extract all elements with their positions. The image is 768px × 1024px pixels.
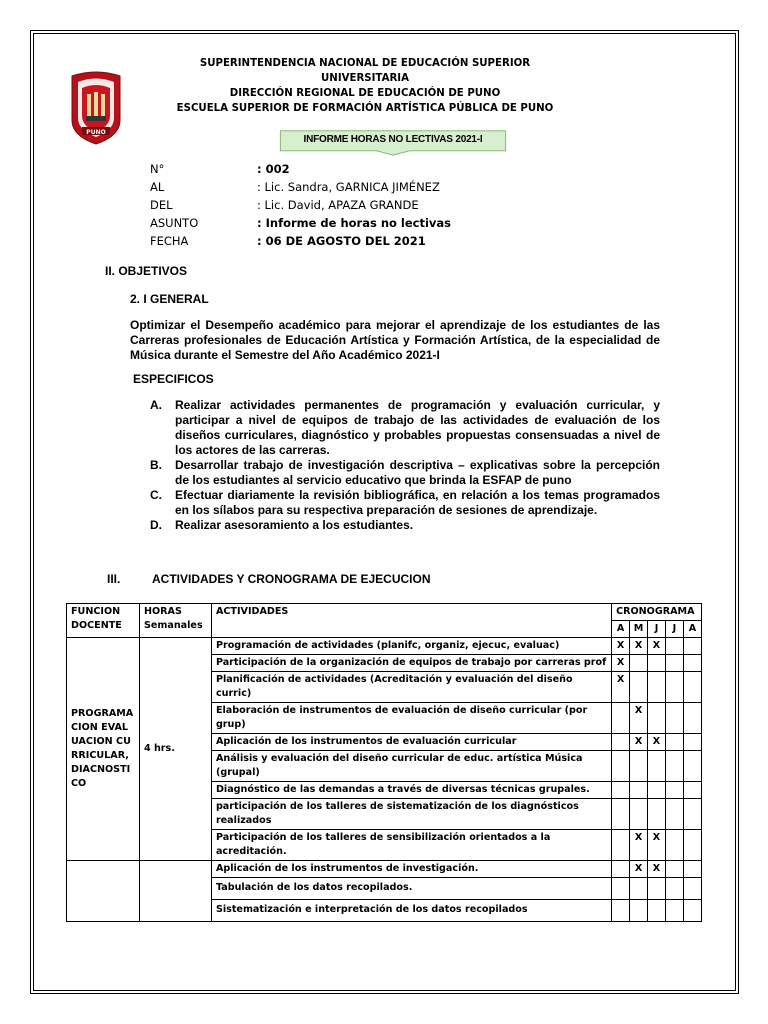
memo-value: : Lic. David, APAZA GRANDE	[257, 198, 419, 212]
activity-cell: Aplicación de los instrumentos de evaluación curricular	[211, 734, 611, 751]
list-marker: D.	[150, 518, 162, 532]
section-heading-actividades: ACTIVIDADES Y CRONOGRAMA DE EJECUCION	[152, 572, 431, 586]
schedule-mark	[683, 734, 701, 751]
schedule-mark	[683, 799, 701, 830]
horas-cell: 4 hrs.	[139, 638, 211, 861]
table-row	[67, 861, 702, 878]
section-number-iii: III.	[107, 572, 121, 586]
activity-cell: Participación de la organización de equipos de trabajo por carreras prof	[211, 655, 611, 672]
section-heading-objetivos: II. OBJETIVOS	[105, 264, 188, 278]
schedule-mark	[665, 751, 683, 782]
schedule-mark: X	[648, 734, 666, 751]
schedule-mark	[665, 672, 683, 703]
schedule-mark: X	[630, 734, 648, 751]
schedule-mark	[665, 900, 683, 922]
schedule-mark	[648, 672, 666, 703]
schedule-mark	[683, 638, 701, 655]
funcion-cell-empty	[67, 861, 140, 922]
schedule-mark	[630, 751, 648, 782]
schedule-mark	[648, 878, 666, 900]
header-horas: HORAS Semanales	[139, 604, 211, 638]
activities-schedule-table	[66, 603, 702, 922]
activity-cell: Aplicación de los instrumentos de investigación.	[211, 861, 611, 878]
schedule-mark	[683, 878, 701, 900]
header-actividades: ACTIVIDADES	[211, 604, 611, 638]
activity-cell: participación de los talleres de sistematización de los diagnósticos realizados	[211, 799, 611, 830]
header-funcion: FUNCION DOCENTE	[67, 604, 140, 638]
funcion-cell: PROGRAMACION EVALUACION CURRICULAR, DIACNOSTICO	[67, 638, 140, 861]
schedule-mark	[648, 900, 666, 922]
month-header: A	[683, 621, 701, 638]
subheading-general: 2. I GENERAL	[130, 292, 209, 306]
schedule-mark	[683, 703, 701, 734]
schedule-mark: X	[612, 672, 630, 703]
schedule-mark	[612, 782, 630, 799]
list-item	[150, 488, 660, 518]
schedule-mark: X	[612, 655, 630, 672]
activity-cell: Elaboración de instrumentos de evaluación de diseño curricular (por grup)	[211, 703, 611, 734]
schedule-mark: X	[648, 861, 666, 878]
schedule-mark	[612, 878, 630, 900]
svg-text:PUNO: PUNO	[86, 129, 106, 136]
memo-label: AL	[150, 180, 165, 194]
school-crest-icon	[68, 70, 124, 146]
month-header: A	[612, 621, 630, 638]
schedule-mark	[683, 672, 701, 703]
table-header-row	[67, 604, 702, 621]
memo-row-from	[150, 198, 451, 216]
month-header: J	[665, 621, 683, 638]
schedule-mark	[665, 782, 683, 799]
specific-objectives-list	[150, 398, 660, 533]
schedule-mark: X	[630, 861, 648, 878]
schedule-mark	[648, 751, 666, 782]
schedule-mark	[665, 861, 683, 878]
schedule-mark	[612, 799, 630, 830]
header-line-3: ESCUELA SUPERIOR DE FORMACIÓN ARTÍSTICA PÚBLICA DE PUNO	[176, 103, 554, 114]
general-objective-text: Optimizar el Desempeño académico para mejorar el aprendizaje de los estudiantes de las Carreras profesionales de Educación Artística y Formación Artística, de la especialidad de Música durante el Semestre del Año Académico 2021-I	[130, 318, 660, 362]
activity-cell: Análisis y evaluación del diseño curricular de educ. artística Música (grupal)	[211, 751, 611, 782]
list-text: Desarrollar trabajo de investigación descriptiva – explicativas sobre la percepción de los estudiantes al servicio educativo que brinda la ESFAP de puno	[175, 458, 660, 487]
schedule-mark	[648, 703, 666, 734]
month-header: M	[630, 621, 648, 638]
activity-cell: Planificación de actividades (Acreditación y evaluación del diseño curric)	[211, 672, 611, 703]
schedule-mark	[665, 878, 683, 900]
list-text: Efectuar diariamente la revisión bibliográfica, en relación a los temas programados en los sílabos para su respectiva preparación de sesiones de aprendizaje.	[175, 488, 660, 517]
memo-row-number	[150, 162, 451, 180]
schedule-mark	[630, 782, 648, 799]
header-line-2: DIRECCIÓN REGIONAL DE EDUCACIÓN DE PUNO	[229, 88, 501, 99]
header-cronograma: CRONOGRAMA	[612, 604, 702, 621]
schedule-mark: X	[648, 830, 666, 861]
memo-row-subject	[150, 216, 451, 234]
list-item	[150, 398, 660, 458]
memo-label: N°	[150, 162, 165, 176]
schedule-mark	[648, 782, 666, 799]
table-row	[67, 638, 702, 655]
schedule-mark	[648, 799, 666, 830]
schedule-mark	[665, 734, 683, 751]
list-marker: B.	[150, 458, 162, 472]
activity-cell: Diagnóstico de las demandas a través de diversas técnicas grupales.	[211, 782, 611, 799]
activity-cell: Participación de los talleres de sensibilización orientados a la acreditación.	[211, 830, 611, 861]
schedule-mark	[630, 672, 648, 703]
schedule-mark	[612, 703, 630, 734]
schedule-mark	[630, 799, 648, 830]
schedule-mark	[683, 861, 701, 878]
list-item	[150, 458, 660, 488]
schedule-mark	[612, 751, 630, 782]
report-title: INFORME HORAS NO LECTIVAS 2021-I	[303, 134, 483, 145]
schedule-mark	[665, 799, 683, 830]
schedule-mark: X	[630, 638, 648, 655]
header-line-1: SUPERINTENDENCIA NACIONAL DE EDUCACIÓN SUPERIOR UNIVERSITARIA	[199, 58, 531, 84]
schedule-mark: X	[630, 703, 648, 734]
activity-cell: Programación de actividades (planifc, organiz, ejecuc, evaluac)	[211, 638, 611, 655]
schedule-mark	[630, 655, 648, 672]
memo-block	[150, 162, 451, 252]
schedule-mark	[665, 655, 683, 672]
memo-value: : Informe de horas no lectivas	[257, 216, 452, 230]
schedule-mark: X	[630, 830, 648, 861]
institution-header	[160, 56, 570, 116]
schedule-mark	[612, 900, 630, 922]
list-marker: A.	[150, 398, 162, 412]
schedule-mark	[683, 751, 701, 782]
memo-value: : 06 DE AGOSTO DEL 2021	[257, 234, 426, 248]
schedule-mark	[612, 734, 630, 751]
memo-label: ASUNTO	[150, 216, 199, 230]
schedule-mark	[665, 638, 683, 655]
schedule-mark	[630, 878, 648, 900]
memo-row-to	[150, 180, 451, 198]
schedule-mark	[612, 861, 630, 878]
schedule-mark: X	[648, 638, 666, 655]
list-text: Realizar actividades permanentes de programación y evaluación curricular, y participar a nivel de equipos de trabajo de las actividades de evaluación de los diseños curriculares, diagnóstico y probables propuestas consensuadas a nivel de los actores de las carreras.	[175, 398, 660, 457]
memo-row-date	[150, 234, 451, 252]
schedule-mark: X	[612, 638, 630, 655]
memo-value: : Lic. Sandra, GARNICA JIMÉNEZ	[257, 180, 440, 194]
schedule-mark	[683, 782, 701, 799]
list-marker: C.	[150, 488, 162, 502]
list-text: Realizar asesoramiento a los estudiantes.	[175, 518, 414, 532]
schedule-mark	[665, 703, 683, 734]
memo-label: DEL	[150, 198, 173, 212]
subheading-especificos: ESPECIFICOS	[133, 372, 214, 386]
activity-cell: Sistematización e interpretación de los datos recopilados	[211, 900, 611, 922]
memo-value: : 002	[257, 162, 290, 176]
schedule-mark	[683, 900, 701, 922]
schedule-mark	[683, 830, 701, 861]
month-header: J	[648, 621, 666, 638]
activity-cell: Tabulación de los datos recopilados.	[211, 878, 611, 900]
schedule-mark	[683, 655, 701, 672]
horas-cell-empty	[139, 861, 211, 922]
memo-label: FECHA	[150, 234, 189, 248]
schedule-mark	[648, 655, 666, 672]
schedule-mark	[630, 900, 648, 922]
schedule-mark	[612, 830, 630, 861]
list-item	[150, 518, 660, 533]
schedule-mark	[665, 830, 683, 861]
